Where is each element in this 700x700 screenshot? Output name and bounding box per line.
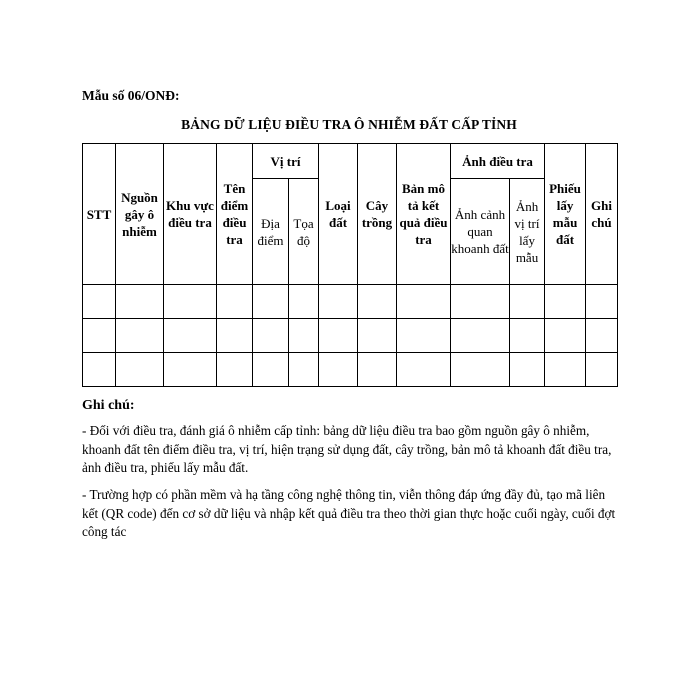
table-row xyxy=(83,319,618,353)
header-stt: STT xyxy=(83,144,116,285)
table-cell[interactable] xyxy=(116,353,164,387)
table-cell[interactable] xyxy=(586,319,618,353)
table-cell[interactable] xyxy=(397,353,451,387)
table-cell[interactable] xyxy=(253,285,289,319)
table-cell[interactable] xyxy=(83,285,116,319)
header-description: Bản mô tả kết quả điều tra xyxy=(397,144,451,285)
table-cell[interactable] xyxy=(358,353,397,387)
table-cell[interactable] xyxy=(319,319,358,353)
header-location-place: Địa điểm xyxy=(253,179,289,285)
table-cell[interactable] xyxy=(116,319,164,353)
header-photo-landscape: Ảnh cảnh quan khoanh đất xyxy=(451,179,510,285)
table-cell[interactable] xyxy=(116,285,164,319)
document-title: BẢNG DỮ LIỆU ĐIỀU TRA Ô NHIỄM ĐẤT CẤP TỈNH xyxy=(181,117,517,132)
header-location: Vị trí xyxy=(253,144,319,179)
table-cell[interactable] xyxy=(217,353,253,387)
table-cell[interactable] xyxy=(545,285,586,319)
table-cell[interactable] xyxy=(319,285,358,319)
table-cell[interactable] xyxy=(358,319,397,353)
table-cell[interactable] xyxy=(289,353,319,387)
header-location-coords: Tọa độ xyxy=(289,179,319,285)
table-cell[interactable] xyxy=(164,353,217,387)
table-cell[interactable] xyxy=(83,319,116,353)
table-cell[interactable] xyxy=(319,353,358,387)
table-cell[interactable] xyxy=(510,319,545,353)
note-item-2: - Trường hợp có phần mềm và hạ tầng công nghệ thông tin, viễn thông đáp ứng đầy đủ, tạo mã liên kết (QR code) đến cơ sở dữ liệu và nhập kết quả điều tra theo thời gian thực hoặc cuối ngày, cuối đợt công tác xyxy=(82,487,616,539)
notes-heading: Ghi chú: xyxy=(82,398,135,413)
table-cell[interactable] xyxy=(545,319,586,353)
table-cell[interactable] xyxy=(289,319,319,353)
table-cell[interactable] xyxy=(451,285,510,319)
table-cell[interactable] xyxy=(164,319,217,353)
header-photos: Ảnh điều tra xyxy=(451,144,545,179)
header-note: Ghi chú xyxy=(586,144,618,285)
survey-data-table xyxy=(82,143,618,387)
table-row xyxy=(83,353,618,387)
note-item-1: - Đối với điều tra, đánh giá ô nhiễm cấp tỉnh: bảng dữ liệu điều tra bao gồm nguồn gây ô nhiễm, khoanh đất tên điểm điều tra, vị trí, hiện trạng sử dụng đất, cây trồng, bản mô tả khoanh đất điều tra, ảnh điều tra, phiếu lấy mẫu đất. xyxy=(82,423,612,475)
table-cell[interactable] xyxy=(253,353,289,387)
header-sample-sheet: Phiếu lấy mẫu đất xyxy=(545,144,586,285)
header-row-1 xyxy=(83,144,618,179)
table-cell[interactable] xyxy=(253,319,289,353)
table-row xyxy=(83,285,618,319)
form-number: Mẫu số 06/ONĐ: xyxy=(82,88,180,103)
header-area: Khu vực điều tra xyxy=(164,144,217,285)
table-cell[interactable] xyxy=(586,285,618,319)
table-cell[interactable] xyxy=(217,285,253,319)
table-cell[interactable] xyxy=(397,285,451,319)
header-point-name: Tên điểm điều tra xyxy=(217,144,253,285)
table-cell[interactable] xyxy=(289,285,319,319)
table-cell[interactable] xyxy=(510,353,545,387)
table-cell[interactable] xyxy=(510,285,545,319)
table-cell[interactable] xyxy=(83,353,116,387)
table-body xyxy=(83,285,618,387)
table-cell[interactable] xyxy=(451,353,510,387)
table-cell[interactable] xyxy=(451,319,510,353)
header-source: Nguồn gây ô nhiễm xyxy=(116,144,164,285)
header-photo-sample: Ảnh vị trí lấy mẫu xyxy=(510,179,545,285)
table-cell[interactable] xyxy=(358,285,397,319)
table-cell[interactable] xyxy=(586,353,618,387)
table-cell[interactable] xyxy=(397,319,451,353)
header-soil-type: Loại đất xyxy=(319,144,358,285)
table-cell[interactable] xyxy=(217,319,253,353)
header-crop: Cây trồng xyxy=(358,144,397,285)
table-cell[interactable] xyxy=(545,353,586,387)
table-cell[interactable] xyxy=(164,285,217,319)
